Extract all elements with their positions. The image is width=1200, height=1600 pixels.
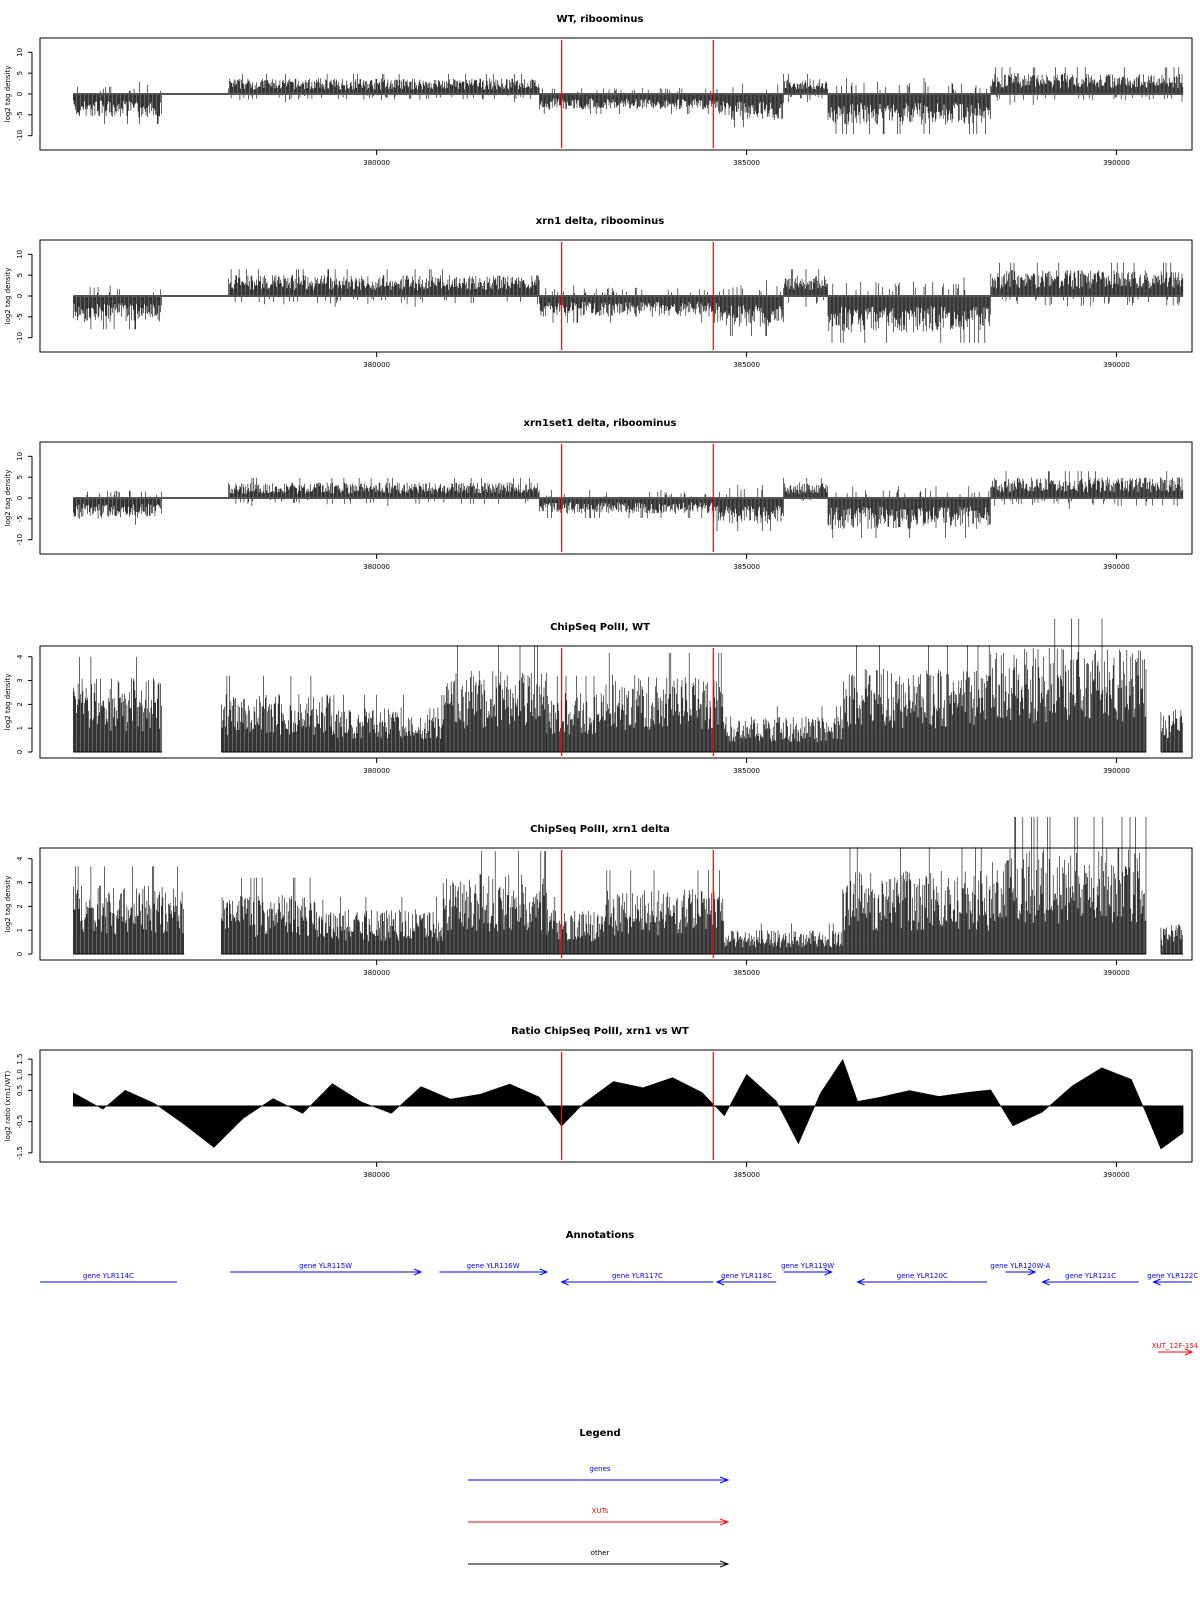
x-axis [363, 554, 1130, 571]
feature-label: gene YLR116W [466, 1262, 520, 1270]
y-tick-label: 2 [16, 904, 24, 909]
x-axis [363, 960, 1130, 977]
x-tick-label: 385000 [733, 159, 760, 167]
annotation-gene-ylr120w-a [990, 1262, 1050, 1275]
y-axis-label: log2 tag density [4, 65, 12, 123]
x-tick-label: 390000 [1103, 159, 1130, 167]
chart-title: xrn1 delta, riboominus [535, 216, 665, 227]
x-tick-label: 390000 [1103, 1171, 1130, 1179]
annotation-gene-ylr115w [230, 1262, 421, 1275]
y-tick-label: -0.5 [16, 1114, 24, 1129]
y-tick-label: 0 [16, 749, 24, 755]
data-series [73, 1059, 1183, 1149]
chart-panel-5 [4, 817, 1192, 977]
legend-item-genes [468, 1465, 728, 1483]
feature-label: gene YLR121C [1065, 1272, 1117, 1280]
x-axis [363, 352, 1130, 369]
y-tick-label: -5 [16, 515, 24, 523]
y-tick-label: 0.5 [16, 1084, 24, 1096]
x-tick-label: 385000 [733, 563, 760, 571]
data-series [73, 619, 1183, 752]
y-tick-label: 10 [16, 249, 24, 259]
feature-label: gene YLR122C [1147, 1272, 1199, 1280]
x-tick-label: 380000 [363, 159, 391, 167]
annotations-title: Annotations [565, 1230, 635, 1241]
chart-title: ChipSeq PolII, WT [550, 622, 650, 633]
annotation-gene-ylr118c [717, 1272, 776, 1285]
data-series [73, 817, 1183, 954]
y-tick-label: 10 [16, 47, 24, 57]
x-tick-label: 380000 [363, 767, 391, 775]
legend [468, 1428, 728, 1567]
annotation-gene-ylr116w [440, 1262, 547, 1275]
feature-label: gene YLR120W-A [990, 1262, 1051, 1270]
signal-bars [73, 817, 1182, 954]
y-tick-label: -10 [16, 129, 24, 142]
annotation-gene-ylr120c [858, 1272, 987, 1285]
signal-bars [73, 263, 1183, 343]
legend-title: Legend [579, 1428, 621, 1439]
x-tick-label: 380000 [363, 1171, 391, 1179]
x-tick-label: 385000 [733, 969, 760, 977]
feature-label: gene YLR118C [721, 1272, 773, 1280]
chart-panel-4 [4, 619, 1192, 775]
plot-frame [40, 646, 1192, 758]
x-tick-label: 385000 [733, 361, 760, 369]
x-axis [363, 758, 1130, 775]
y-tick-label: -5 [16, 111, 24, 119]
annotation-gene-ylr117c [562, 1272, 714, 1285]
y-tick-label: -5 [16, 313, 24, 321]
feature-label: gene YLR115W [299, 1262, 353, 1270]
chart-panel-3 [4, 418, 1192, 571]
chart-title: xrn1set1 delta, riboominus [523, 418, 677, 429]
annotation-gene-ylr122c [1147, 1272, 1198, 1285]
y-tick-label: 2 [16, 702, 24, 707]
x-tick-label: 390000 [1103, 361, 1130, 369]
y-tick-label: 4 [16, 856, 24, 861]
feature-label: gene YLR119W [781, 1262, 835, 1270]
annotations-track [40, 1230, 1199, 1355]
feature-label: gene YLR117C [611, 1272, 663, 1280]
legend-item-other [468, 1549, 728, 1567]
y-tick-label: 1 [16, 927, 24, 933]
y-axis-label: log2 tag density [4, 673, 12, 731]
y-tick-label: -1.5 [16, 1146, 24, 1160]
y-tick-label: -10 [16, 331, 24, 344]
y-tick-label: 1 [16, 725, 24, 731]
y-tick-label: 0 [16, 495, 24, 501]
legend-label: XUTs [591, 1507, 609, 1515]
x-tick-label: 390000 [1103, 969, 1130, 977]
x-tick-label: 390000 [1103, 767, 1130, 775]
data-series [73, 263, 1183, 343]
y-axis-label: log2 ratio (xrn1/WT) [4, 1070, 12, 1142]
chart-panel-1 [4, 14, 1192, 167]
y-tick-label: 4 [16, 654, 24, 659]
chart-title: Ratio ChipSeq PolII, xrn1 vs WT [511, 1026, 689, 1037]
y-tick-label: -10 [16, 533, 24, 546]
y-tick-label: 3 [16, 880, 24, 885]
annotation-gene-ylr119w [781, 1262, 834, 1275]
y-tick-label: 1.5 [16, 1053, 24, 1065]
y-tick-label: 0 [16, 91, 24, 97]
feature-label: gene YLR114C [82, 1272, 134, 1280]
y-tick-label: 10 [16, 451, 24, 461]
y-axis-label: log2 tag density [4, 875, 12, 933]
y-tick-label: 0 [16, 951, 24, 957]
y-axis-label: log2 tag density [4, 267, 12, 325]
annotation-xut-12f-154 [1152, 1342, 1199, 1355]
y-tick-label: 5 [16, 70, 24, 76]
x-tick-label: 380000 [363, 969, 391, 977]
legend-item-xuts [468, 1507, 728, 1525]
y-tick-label: 5 [16, 272, 24, 278]
ratio-area [73, 1059, 1183, 1149]
x-tick-label: 385000 [733, 767, 760, 775]
signal-bars [73, 471, 1183, 538]
annotation-gene-ylr121c [1043, 1272, 1139, 1285]
x-tick-label: 380000 [363, 563, 391, 571]
chart-title: WT, riboominus [556, 14, 644, 25]
x-tick-label: 380000 [363, 361, 391, 369]
y-tick-label: 5 [16, 474, 24, 480]
annotation-gene-ylr114c [40, 1272, 177, 1282]
data-series [73, 67, 1183, 134]
legend-label: other [590, 1549, 610, 1557]
chart-panel-2 [4, 216, 1192, 369]
legend-label: genes [589, 1465, 611, 1473]
x-tick-label: 385000 [733, 1171, 760, 1179]
plot-frame [40, 848, 1192, 960]
chart-title: ChipSeq PolII, xrn1 delta [530, 824, 670, 835]
x-axis [363, 1162, 1130, 1179]
y-tick-label: 1.0 [16, 1069, 24, 1081]
chart-panel-6 [4, 1026, 1192, 1179]
x-tick-label: 390000 [1103, 563, 1130, 571]
feature-label: gene YLR120C [896, 1272, 948, 1280]
feature-label: XUT_12F-154 [1151, 1342, 1199, 1350]
y-axis-label: log2 tag density [4, 469, 12, 527]
signal-bars [73, 619, 1182, 752]
y-tick-label: 0 [16, 293, 24, 299]
y-tick-label: 3 [16, 678, 24, 683]
data-series [73, 471, 1183, 538]
x-axis [363, 150, 1130, 167]
signal-bars [73, 67, 1183, 134]
